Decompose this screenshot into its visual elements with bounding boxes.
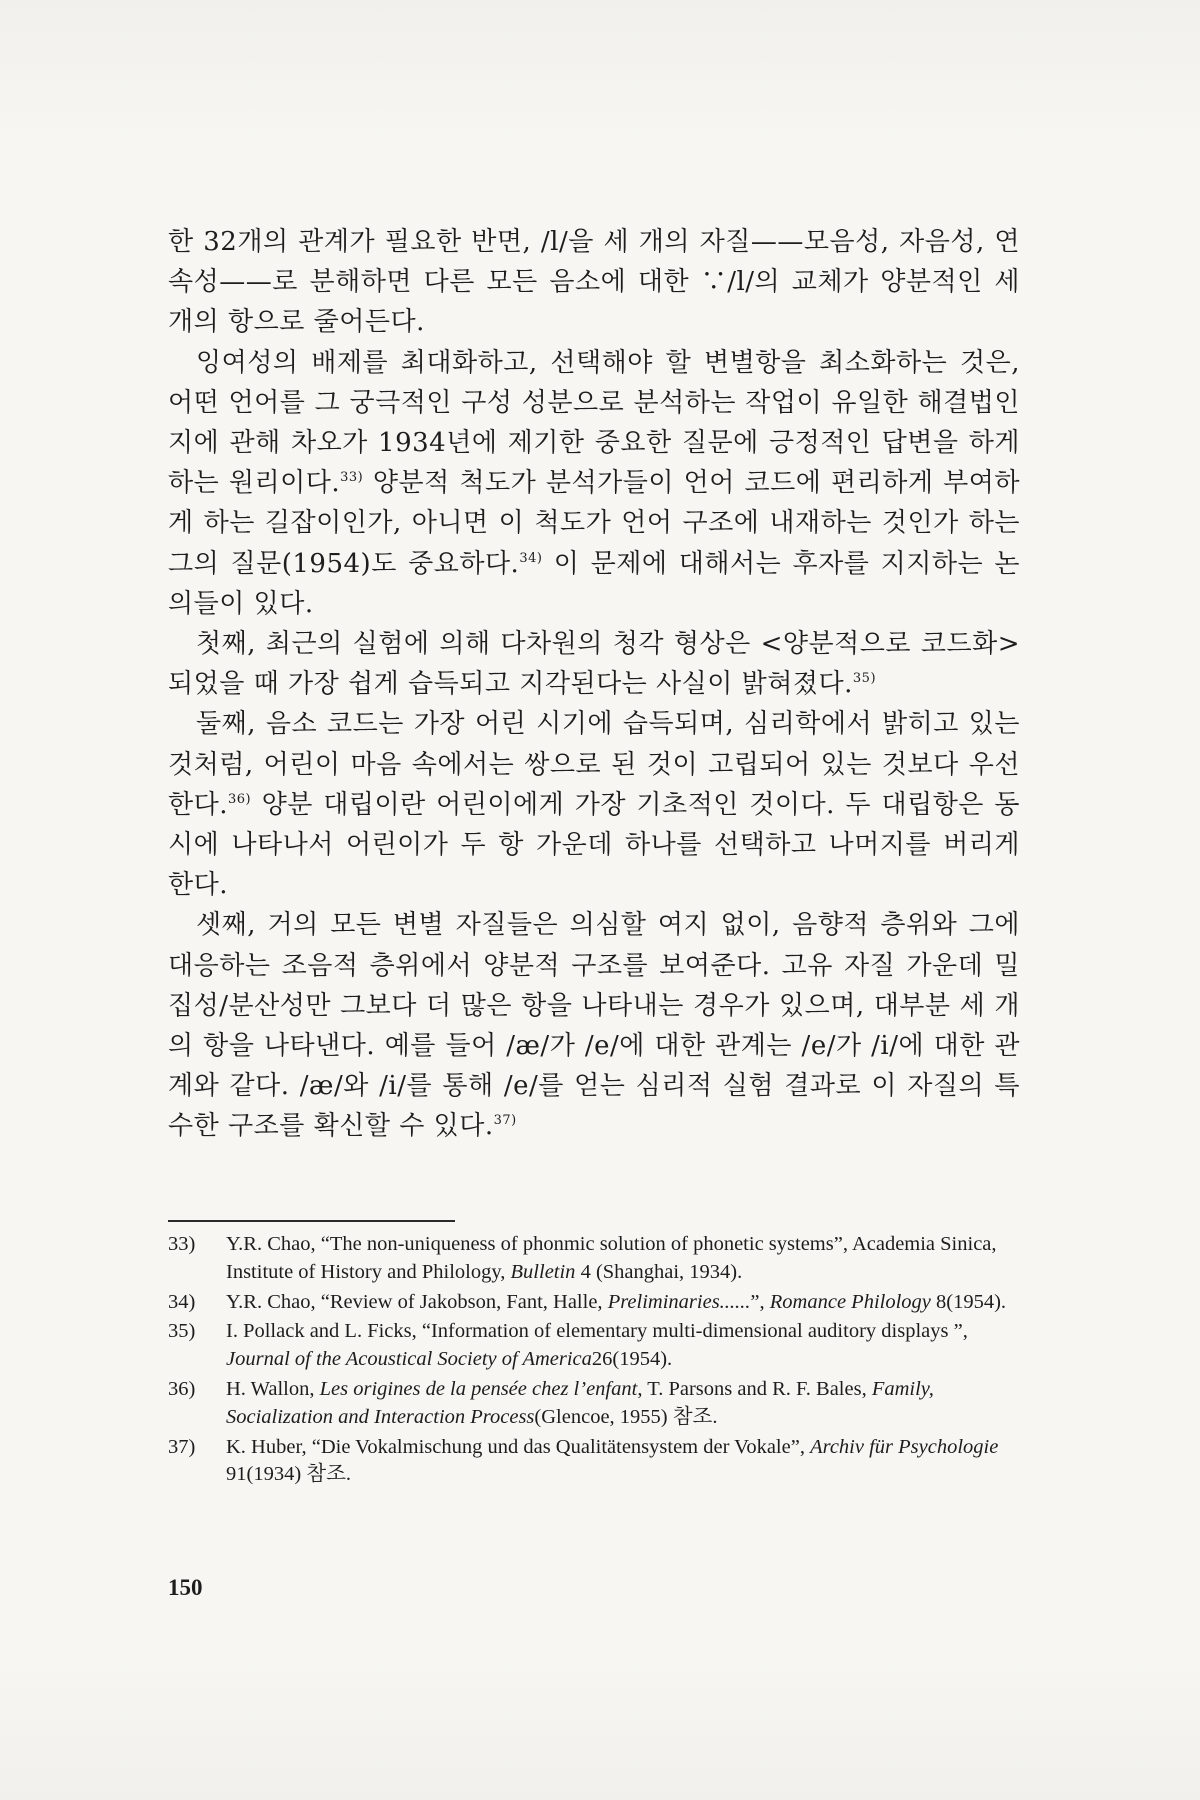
footnote-italic: Family, Socialization and Interaction Process (226, 1377, 934, 1428)
footnotes (168, 1231, 1020, 1491)
footnote-36 (168, 1376, 1020, 1432)
footnote-text: 26(1954). (591, 1348, 673, 1371)
footnote-number: 36) (168, 1377, 196, 1400)
footnote-italic: Preliminaries...... (607, 1290, 751, 1313)
footnote-text: 91(1934) 참조. (226, 1463, 352, 1486)
paragraph-4-text-b: 양분 대립이란 어린이에게 가장 기초적인 것이다. 두 대립항은 동시에 나타나서 어린이가 두 항 가운데 하나를 선택하고 나머지를 버리게 한다. (168, 789, 1020, 901)
footnote-italic: Les origines de la pensée chez l’enfant (319, 1377, 638, 1400)
paragraph-2-text-a: 잉여성의 배제를 최대화하고, 선택해야 할 변별항을 최소화하는 것은, 어떤 언어를 그 궁극적인 구성 성분으로 분석하는 작업이 유일한 해결법인지에 관해 차오가 1934년에 제기한 중요한 질문에 긍정적인 답변을 하게 하는 원리이다. (168, 347, 1020, 499)
footnote-italic: Archiv für Psychologie (810, 1435, 999, 1458)
footnote-text: Y.R. Chao, “The non-uniqueness of phonmic solution of phonetic systems”, Academia Sinica, Institute of History and Philology, (226, 1233, 997, 1283)
footnote-text: H. Wallon, (226, 1377, 320, 1400)
footnote-number: 37) (168, 1435, 196, 1458)
footnote-ref-34: 34) (519, 550, 543, 566)
footnote-text: 8(1954). (930, 1290, 1007, 1313)
footnote-italic: Romance Philology (769, 1290, 931, 1313)
footnote-text: (Glencoe, 1955) 참조. (534, 1405, 718, 1428)
footnote-divider (168, 1220, 455, 1222)
footnote-italic: Bulletin (510, 1260, 576, 1283)
footnote-text: K. Huber, “Die Vokalmischung und das Qualitätensystem der Vokale”, (226, 1435, 811, 1458)
main-text (168, 222, 1020, 1147)
footnote-italic: Journal of the Acoustical Society of America (226, 1348, 592, 1371)
footnote-ref-35: 35) (852, 671, 877, 687)
paragraph-5 (168, 905, 1020, 1146)
paragraph-3-text: 첫째, 최근의 실험에 의해 다차원의 청각 형상은 <양분적으로 코드화>되었을 때 가장 쉽게 습득되고 지각된다는 사실이 밝혀졌다. (168, 629, 1020, 700)
paragraph-3 (168, 624, 1020, 704)
footnote-number: 34) (168, 1290, 196, 1313)
paragraph-4 (168, 704, 1020, 905)
footnote-37 (168, 1434, 1020, 1490)
footnote-number: 33) (168, 1233, 196, 1255)
footnote-35 (168, 1318, 1020, 1374)
paragraph-5-text: 셋째, 거의 모든 변별 자질들은 의심할 여지 없이, 음향적 층위와 그에 대응하는 조음적 층위에서 양분적 구조를 보여준다. 고유 자질 가운데 밀집성/분산성만 그보다 더 많은 항을 나타내는 경우가 있으며, 대부분 세 개의 항을 나타낸다. 예를 들어 /æ/가 /e/에 대한 관계는 /e/가 /i/에 대한 관계와 같다. /æ/와 /i/를 통해 /e/를 얻는 심리적 실험 결과로 이 자질의 특수한 구조를 확신할 수 있다. (168, 910, 1020, 1142)
footnote-text: I. Pollack and L. Ficks, “Information of elementary multi-dimensional auditory displays ”, (226, 1320, 968, 1343)
footnote-ref-36: 36) (228, 791, 252, 807)
footnote-text: , T. Parsons and R. F. Bales, (637, 1377, 872, 1400)
footnote-33 (168, 1231, 1020, 1287)
paragraph-2-text-c: 이 문제에 대해서는 후자를 지지하는 논의들이 있다. (168, 548, 1020, 619)
paragraph-1: 한 32개의 관계가 필요한 반면, /l/을 세 개의 자질——모음성, 자음성, 연속성——로 분해하면 다른 모든 음소에 대한 ∵/l/의 교체가 양분적인 세 개의 항으로 줄어든다. (168, 227, 1020, 338)
footnote-ref-37: 37) (493, 1113, 517, 1129)
footnote-text: 4 (Shanghai, 1934). (575, 1260, 743, 1283)
paragraph-4-text-a: 둘째, 음소 코드는 가장 어린 시기에 습득되며, 심리학에서 밝히고 있는 것처럼, 어린이 마음 속에서는 쌍으로 된 것이 고립되어 있는 것보다 우선한다. (168, 709, 1020, 820)
paragraph-2-text-b: 양분적 척도가 분석가들이 언어 코드에 편리하게 부여하게 하는 길잡이인가, 아니면 이 척도가 언어 구조에 내재하는 것인가 하는 그의 질문(1954)도 중요하다. (168, 468, 1020, 579)
footnote-text: Y.R. Chao, “Review of Jakobson, Fant, Halle, (226, 1290, 608, 1313)
footnote-ref-33: 33) (340, 470, 364, 486)
footnote-34 (168, 1289, 1020, 1317)
footnote-number: 35) (168, 1320, 196, 1343)
footnote-text: ”, (750, 1290, 770, 1313)
page-number: 150 (168, 1575, 203, 1600)
paragraph-2 (168, 343, 1020, 624)
